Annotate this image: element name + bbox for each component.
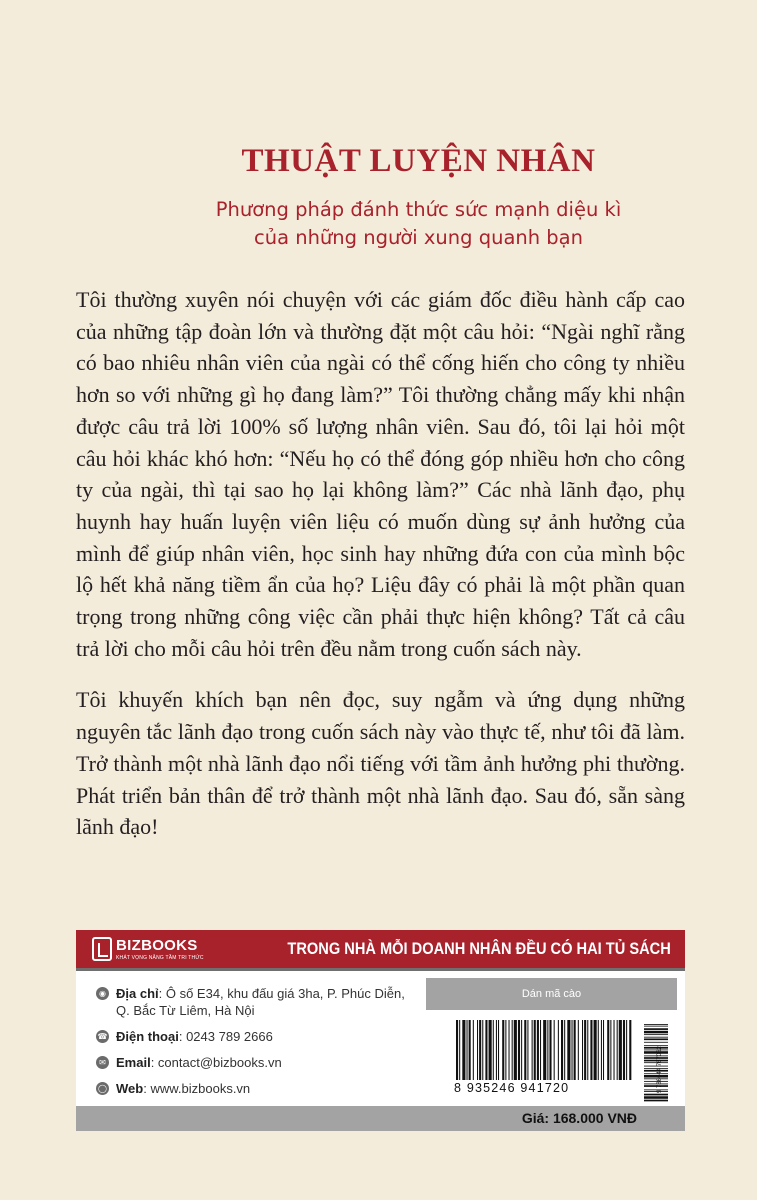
book-subtitle (80, 196, 757, 252)
phone-row: ☎ Điện thoại: 0243 789 2666 (97, 1029, 273, 1044)
barcode-bar (614, 1020, 615, 1080)
barcode-bar (554, 1020, 555, 1080)
barcode-bar (473, 1020, 474, 1080)
secondary-barcode-bar (644, 1051, 668, 1054)
secondary-barcode-bar (644, 1042, 668, 1043)
blurb-paragraph-1: Tôi thường xuyên nói chuyện với các giám đốc điều hành cấp cao của những tập đoàn lớn và thường đặt một câu hỏi: “Ngài nghĩ rằng có bao nhiêu nhân viên của ngài có thể cống hiến cho công ty nhiều hơn so với những gì họ đang làm?” Tôi thường chẳng mấy khi nhận được câu trả lời 100% số lượng nhân viên. Sau đó, tôi lại hỏi một câu hỏi khác khó hơn: “Nếu họ có thể đóng góp nhiều hơn cho công ty của ngài, thì tại sao họ lại không làm?” Các nhà lãnh đạo, phụ huynh hay huấn luyện viên liệu có muốn dùng sự ảnh hưởng của mình để giúp nhân viên, học sinh hay những đứa con của mình bộc lộ hết khả năng tiềm ẩn của họ? Liệu đây có phải là một phần quan trọng trong những công việc cần phải thực hiện không? Tất cả câu trả lời cho mỗi câu hỏi trên đều nằm trong cuốn sách này. (76, 287, 685, 661)
secondary-barcode-bar (644, 1062, 668, 1063)
barcode-bar (572, 1020, 573, 1080)
barcode-bar (601, 1020, 602, 1080)
bizbooks-logo (92, 937, 204, 965)
barcode-bar (505, 1020, 506, 1080)
secondary-barcode-bar (644, 1073, 668, 1074)
publisher-footer (76, 930, 685, 1131)
blurb (76, 284, 685, 843)
barcode-bar (482, 1020, 483, 1080)
barcode-bar (518, 1020, 520, 1080)
secondary-barcode-bar (644, 1038, 668, 1040)
secondary-barcode-bar (644, 1047, 668, 1049)
barcode-bars (454, 1020, 634, 1082)
secondary-barcode-bar (644, 1034, 668, 1035)
barcode-bar (617, 1020, 618, 1080)
web-url: www.bizbooks.vn (150, 1081, 251, 1096)
secondary-barcode-bar (644, 1050, 668, 1051)
email-icon: ✉ (96, 1056, 109, 1069)
secondary-barcode-bar (644, 1078, 668, 1079)
phone-icon: ☎ (97, 1032, 108, 1041)
barcode-bar (469, 1020, 471, 1080)
secondary-barcode-bar (644, 1091, 668, 1092)
address-line-1: Ô số E34, khu đấu giá 3ha, P. Phúc Diễn, (165, 986, 405, 1001)
secondary-barcode-bar (644, 1075, 668, 1078)
barcode-bar (512, 1020, 513, 1080)
secondary-barcode-bar (644, 1100, 668, 1102)
barcode-bar (564, 1020, 565, 1080)
barcode-bar (459, 1020, 460, 1080)
barcode-bar (598, 1020, 599, 1080)
email-row: ✉ Email: contact@bizbooks.vn (96, 1054, 405, 1071)
phone-label: Điện thoại (116, 1029, 179, 1044)
barcode-bar (594, 1020, 597, 1080)
secondary-barcode-bar (644, 1094, 668, 1096)
secondary-barcode-number: 9 786044 767062 (657, 1046, 663, 1093)
phone-number: 0243 789 2666 (186, 1029, 273, 1044)
barcode-bar (467, 1020, 468, 1080)
barcode-bar (537, 1020, 539, 1080)
barcode-bar (543, 1020, 546, 1080)
scratch-code-label: Dán mã cào (426, 978, 677, 1010)
secondary-barcode-bar (644, 1070, 668, 1072)
barcode-bar (629, 1020, 631, 1080)
barcode-bar (456, 1020, 458, 1080)
price: Giá: 168.000 VNĐ (521, 1110, 637, 1126)
secondary-barcode-bar (644, 1068, 668, 1069)
secondary-barcode-bar (644, 1085, 668, 1087)
barcode-bar (626, 1020, 627, 1080)
location-icon: ◉ (96, 987, 109, 1000)
barcode-bar (477, 1020, 478, 1080)
secondary-barcode-bar (644, 1024, 668, 1025)
secondary-barcode-bar (644, 1066, 668, 1067)
secondary-barcode-bar (644, 1084, 668, 1085)
barcode-bar (561, 1020, 563, 1080)
book-title: THUẬT LUYỆN NHÂN (241, 143, 596, 179)
email-label: Email (116, 1055, 151, 1070)
barcode-bar (587, 1020, 588, 1080)
subtitle-line-1: Phương pháp đánh thức sức mạnh diệu kì (215, 198, 622, 221)
barcode-bar (578, 1020, 579, 1080)
barcode-bar (493, 1020, 494, 1080)
barcode-bar (502, 1020, 504, 1080)
barcode-bar (534, 1020, 536, 1080)
barcode-bar (574, 1020, 576, 1080)
address-label: Địa chỉ (116, 986, 159, 1001)
barcode-bar (623, 1020, 625, 1080)
secondary-barcode-bar (644, 1045, 668, 1046)
barcode-bar (514, 1020, 517, 1080)
barcode-bar (582, 1020, 583, 1080)
bizbooks-logo-icon (92, 937, 112, 961)
subtitle-line-2: của những người xung quanh bạn (253, 226, 583, 249)
secondary-barcode-bar (644, 1028, 668, 1030)
barcode-bar (532, 1020, 533, 1080)
barcode-bar (590, 1020, 592, 1080)
barcode-number: 8 935246 941720 (454, 1081, 570, 1095)
barcode-bar (540, 1020, 541, 1080)
isbn-barcode (454, 1020, 634, 1102)
publisher-banner (76, 930, 685, 971)
price-bar (76, 1106, 685, 1131)
barcode-bar (603, 1020, 604, 1080)
secondary-barcode-bar (644, 1057, 668, 1059)
barcode-bar (524, 1020, 526, 1080)
logo-name: BIZBOOKS (116, 937, 198, 954)
barcode-bar (607, 1020, 609, 1080)
barcode-bar (521, 1020, 522, 1080)
web-label: Web (116, 1081, 144, 1096)
barcode-bar (509, 1020, 510, 1080)
barcode-bar (567, 1020, 570, 1080)
secondary-barcode-bar (644, 1037, 668, 1038)
barcode-bar (485, 1020, 487, 1080)
address-row: ◉ Địa chỉ: Ô số E34, khu đấu giá 3ha, P. Phúc Diễn, Q. Bắc Từ Liêm, Hà Nội (96, 985, 405, 1019)
contact-info (96, 985, 405, 1106)
secondary-barcode-bar (644, 1060, 668, 1062)
barcode-bar (496, 1020, 497, 1080)
publisher-slogan: TRONG NHÀ MỖI DOANH NHÂN ĐỀU CÓ HAI TỦ SÁCH (287, 939, 671, 958)
secondary-barcode-bar (644, 1055, 668, 1056)
secondary-barcode-bar (644, 1031, 668, 1034)
barcode-bar (549, 1020, 551, 1080)
barcode-bar (462, 1020, 465, 1080)
barcode-bar (489, 1020, 492, 1080)
blurb-paragraph-2: Tôi khuyến khích bạn nên đọc, suy ngẫm và ứng dụng những nguyên tắc lãnh đạo trong cuốn sách này vào thực tế, như tôi đã làm. Trở thành một nhà lãnh đạo nổi tiếng với tầm ảnh hưởng phi thường. Phát triển bản thân để trở thành một nhà lãnh đạo. Sau đó, sẵn sàng lãnh đạo! (76, 687, 685, 840)
web-row: ◯ Web: www.bizbooks.vn (96, 1080, 405, 1097)
email-address: contact@bizbooks.vn (157, 1055, 282, 1070)
secondary-barcode-bar (644, 1089, 668, 1090)
barcode-bar (584, 1020, 586, 1080)
secondary-barcode-bar (644, 1081, 668, 1082)
barcode-bar (479, 1020, 481, 1080)
logo-tagline: KHÁT VỌNG NÂNG TẦM TRI THỨC (116, 955, 204, 961)
secondary-barcode-bar (644, 1026, 668, 1027)
barcode-bar (619, 1020, 622, 1080)
barcode-bar (527, 1020, 528, 1080)
barcode-bar (498, 1020, 499, 1080)
address-line-2: Q. Bắc Từ Liêm, Hà Nội (116, 1003, 255, 1018)
barcode-bar (558, 1020, 559, 1080)
barcode-bar (547, 1020, 548, 1080)
globe-icon: ◯ (96, 1082, 109, 1095)
secondary-barcode-bar (644, 1096, 668, 1099)
barcode-bar (610, 1020, 611, 1080)
